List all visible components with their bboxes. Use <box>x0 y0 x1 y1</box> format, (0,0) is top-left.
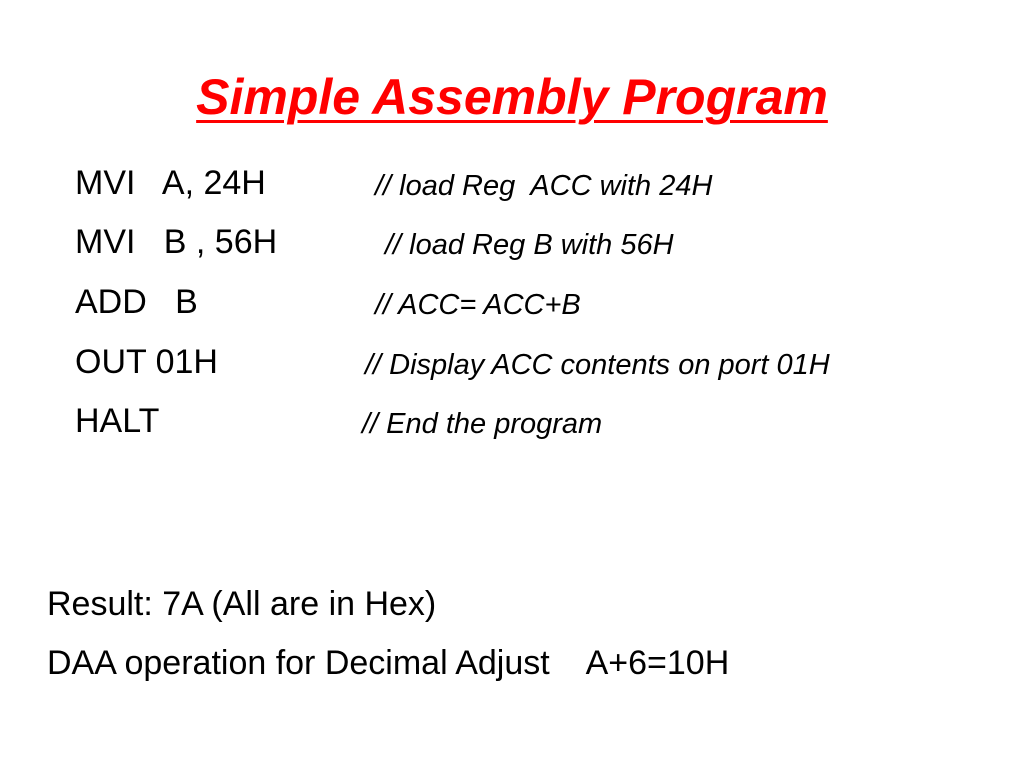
instruction: MVI B , 56H <box>75 223 278 261</box>
instruction: ADD B <box>75 283 198 321</box>
daa-note-text: DAA operation for Decimal Adjust A+6=10H <box>47 644 730 682</box>
comment: // load Reg ACC with 24H <box>375 170 713 202</box>
instruction: HALT <box>75 402 160 440</box>
comment: // End the program <box>362 408 603 440</box>
comment: // load Reg B with 56H <box>385 229 674 261</box>
result-text: Result: 7A (All are in Hex) <box>47 585 437 623</box>
code-line <box>0 217 1024 267</box>
slide-title: Simple Assembly Program <box>196 69 828 125</box>
code-line <box>0 158 1024 208</box>
instruction: MVI A, 24H <box>75 164 266 202</box>
code-line <box>0 396 1024 446</box>
comment: // Display ACC contents on port 01H <box>365 349 830 381</box>
instruction: OUT 01H <box>75 343 218 381</box>
code-line <box>0 337 1024 387</box>
code-line <box>0 277 1024 327</box>
comment: // ACC= ACC+B <box>375 289 581 321</box>
